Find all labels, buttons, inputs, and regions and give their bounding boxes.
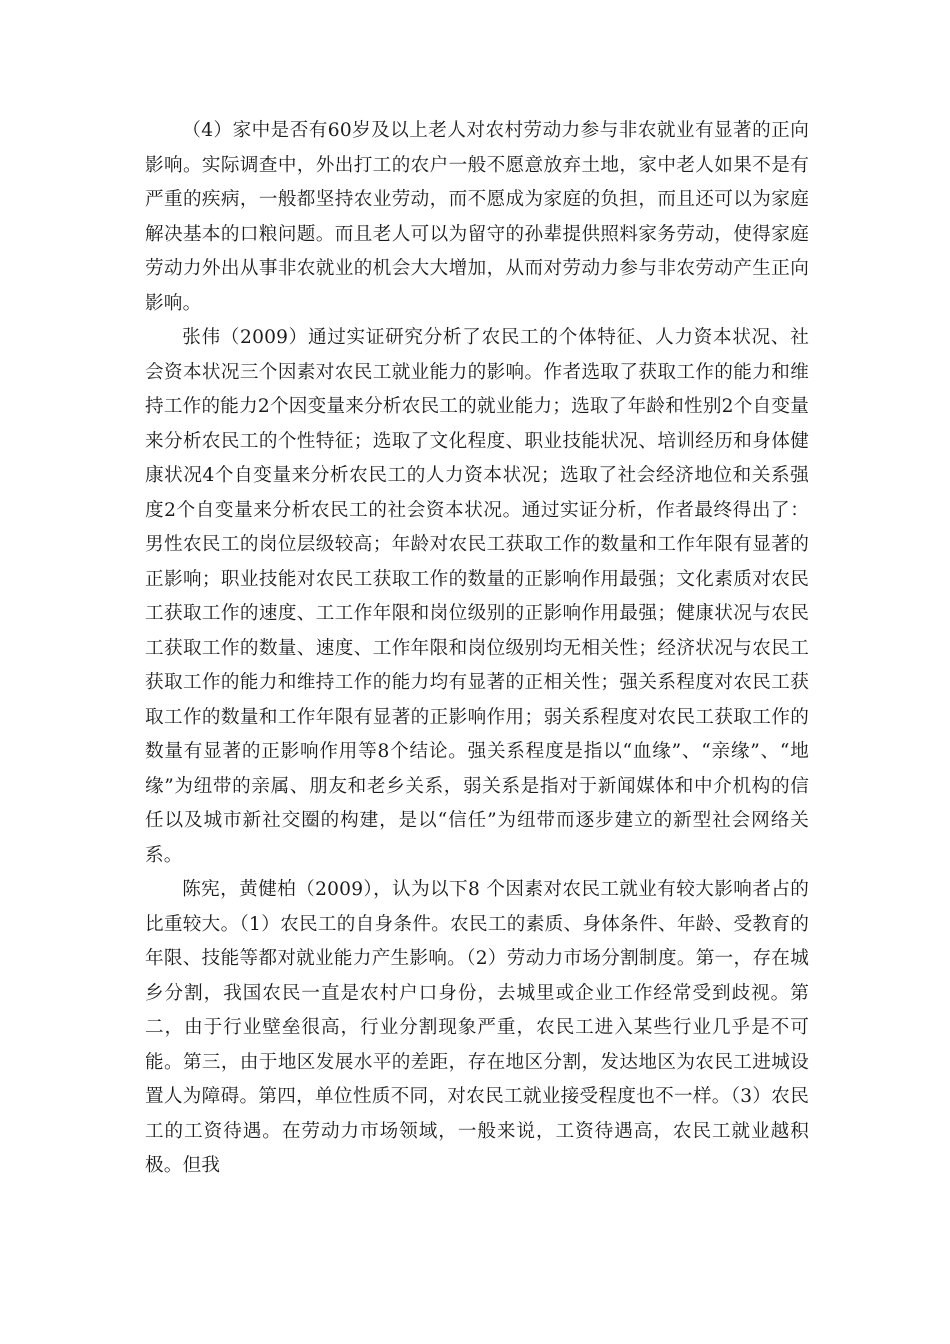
paragraph-elderly-influence: （4）家中是否有60岁及以上老人对农村劳动力参与非农就业有显著的正向影响。实际调查中，外出打工的农户一般不愿意放弃土地，家中老人如果不是有严重的疾病，一般都坚持农业劳动，而不愿成为家庭的负担，而且还可以为家庭解决基本的口粮问题。而且老人可以为留守的孙辈提供照料家务劳动，使得家庭劳动力外出从事非农就业的机会大大增加，从而对劳动力参与非农劳动产生正向影响。 [145,120,809,314]
paragraph-chen-huang-study: 陈宪，黄健柏（2009），认为以下8 个因素对农民工就业有较大影响者占的比重较大。（1）农民工的自身条件。农民工的素质、身体条件、年龄、受教育的年限、技能等都对就业能力产生影响。（2）劳动力市场分割制度。第一，存在城乡分割，我国农民一直是农村户口身份，去城里或企业工作经常受到歧视。第二，由于行业壁垒很高，行业分割现象严重，农民工进入某些行业几乎是不可能。第三，由于地区发展水平的差距，存在地区分割，发达地区为农民工进城设置人为障碍。第四，单位性质不同，对农民工就业接受程度也不一样。（3）农民工的工资待遇。在劳动力市场领域，一般来说，工资待遇高，农民工就业越积极。但我 [145,879,809,1176]
paragraph-zhang-wei-study: 张伟（2009）通过实证研究分析了农民工的个体特征、人力资本状况、社会资本状况三个因素对农民工就业能力的影响。作者选取了获取工作的能力和维持工作的能力2个因变量来分析农民工的就业能力；选取了年龄和性别2个自变量来分析农民工的个性特征；选取了文化程度、职业技能状况、培训经历和身体健康状况4个自变量来分析农民工的人力资本状况；选取了社会经济地位和关系强度2个自变量来分析农民工的社会资本状况。通过实证分析，作者最终得出了：男性农民工的岗位层级较高；年龄对农民工获取工作的数量和工作年限有显著的正影响；职业技能对农民工获取工作的数量的正影响作用最强；文化素质对农民工获取工作的速度、工工作年限和岗位级别的正影响作用最强；健康状况与农民工获取工作的数量、速度、工作年限和岗位级别均无相关性；经济状况与农民工获取工作的能力和维持工作的能力均有显著的正相关性；强关系程度对农民工获取工作的数量和工作年限有显著的正影响作用；弱关系程度对农民工获取工作的数量有显著的正影响作用等8个结论。强关系程度是指以“血缘”、“亲缘”、“地缘”为纽带的亲属、朋友和老乡关系，弱关系是指对于新闻媒体和中介机构的信任以及城市新社交圈的构建，是以“信任”为纽带而逐步建立的新型社会网络关系。 [145,327,809,866]
document-body [145,114,809,1184]
